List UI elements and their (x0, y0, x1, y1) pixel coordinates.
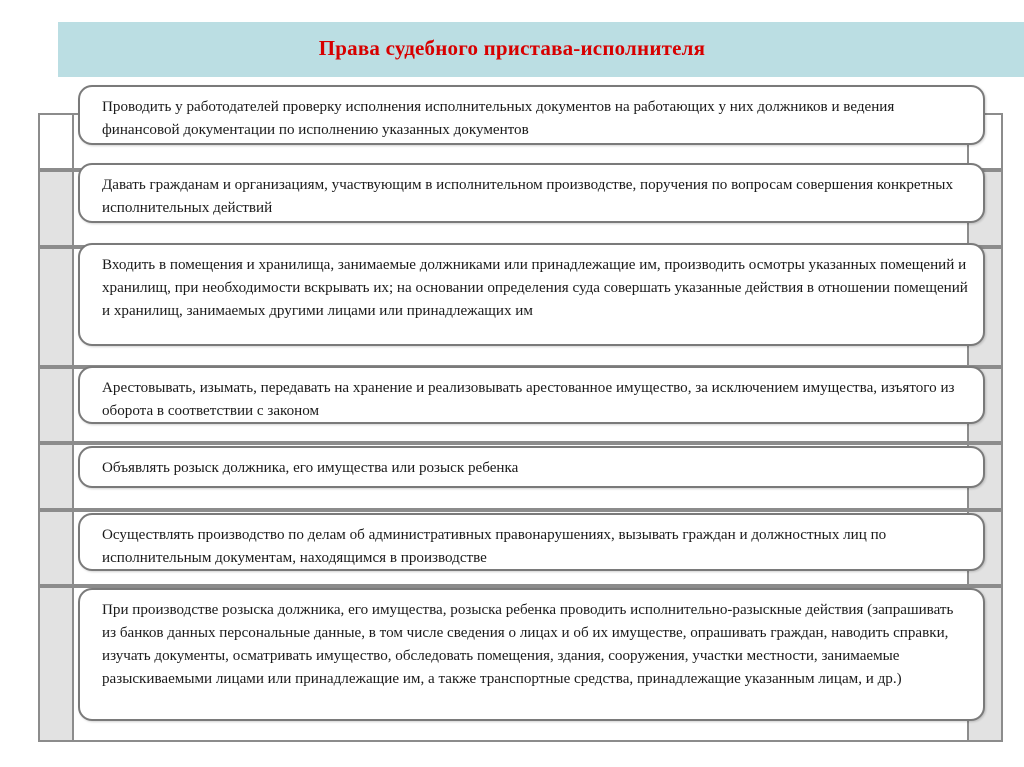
right-item-7-text: При производстве розыска должника, его имущества, розыска ребенка проводить исполнительно-разыскные действия (запрашивать из банков данных персональные данные, в том числе сведения о лицах и об их имуществе, опрашивать граждан, наводить справки, изучать документы, осматривать имущество, обследовать помещения, здания, сооружения, участки местности, занимаемые разыскиваемыми лицами или принадлежащие им, а также транспортные средства, принадлежащие указанным лицам, и др.) (102, 602, 954, 687)
right-item-2[interactable] (78, 163, 985, 223)
band-left-fill-3 (40, 249, 74, 365)
right-item-3-text: Входить в помещения и хранилища, занимаемые должниками или принадлежащие им, производить осмотры указанных помещений и хранилищ, при необходимости вскрывать их; на основании определения суда совершать указанные действия в отношении помещений и хранилищ, занимаемых другими лицами или принадлежащих им (102, 257, 968, 319)
band-left-fill-2 (40, 172, 74, 245)
right-item-4-text: Арестовывать, изымать, передавать на хранение и реализовывать арестованное имущество, за исключением имущества, изъятого из оборота в соответствии с законом (102, 380, 955, 419)
band-left-fill-1 (40, 115, 74, 168)
right-item-3[interactable] (78, 243, 985, 346)
right-item-2-text: Давать гражданам и организациям, участвующим в исполнительном производстве, поручения по вопросам совершения конкретных исполнительных действий (102, 177, 953, 216)
right-item-5[interactable] (78, 446, 985, 488)
band-left-fill-5 (40, 445, 74, 508)
right-item-6[interactable] (78, 513, 985, 571)
right-item-5-text: Объявлять розыск должника, его имущества или розыск ребенка (102, 460, 519, 476)
right-item-7[interactable] (78, 588, 985, 721)
right-item-1[interactable] (78, 85, 985, 145)
band-left-fill-6 (40, 512, 74, 584)
band-left-fill-4 (40, 369, 74, 441)
band-left-fill-7 (40, 588, 74, 740)
right-item-1-text: Проводить у работодателей проверку исполнения исполнительных документов на работающих у них должников и ведения финансовой документации по исполнению указанных документов (102, 99, 895, 138)
page-title: Права судебного пристава-исполнителя (318, 36, 706, 60)
right-item-4[interactable] (78, 366, 985, 424)
right-item-6-text: Осуществлять производство по делам об административных правонарушениях, вызывать граждан и должностных лиц по исполнительным документам, находящимся в производстве (102, 527, 887, 566)
